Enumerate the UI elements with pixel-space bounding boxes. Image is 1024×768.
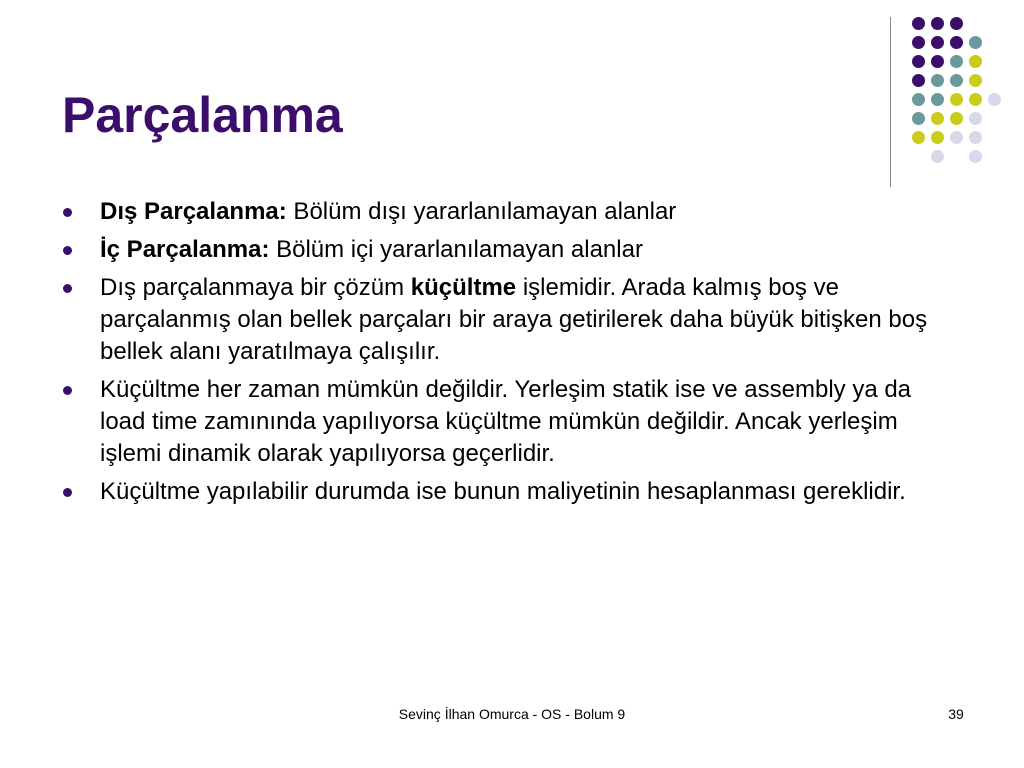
slide-title: Parçalanma — [62, 87, 343, 143]
dot-yellow — [969, 74, 982, 87]
bullet-text — [100, 376, 911, 467]
bullet-item — [62, 196, 942, 228]
bullet-segment: Dış parçalanmaya bir çözüm — [100, 274, 411, 301]
dot-lavender — [931, 150, 944, 163]
dot-yellow — [950, 93, 963, 106]
dot-purple — [931, 17, 944, 30]
bullet-segment: Küçültme yapılabilir durumda ise bunun maliyetinin hesaplanması gereklidir. — [100, 478, 906, 505]
dot-yellow — [931, 131, 944, 144]
bullet-item — [62, 374, 942, 470]
dot-teal — [969, 36, 982, 49]
dot-yellow — [969, 55, 982, 68]
bullet-segment: Bölüm içi yararlanılamayan alanlar — [269, 236, 643, 263]
dot-lavender — [969, 150, 982, 163]
dot-teal — [931, 74, 944, 87]
bullet-segment: Bölüm dışı yararlanılamayan alanlar — [286, 198, 677, 225]
bullet-item — [62, 272, 942, 368]
dot-lavender — [969, 112, 982, 125]
bullet-dot-icon — [63, 208, 72, 217]
dot-purple — [950, 36, 963, 49]
bullet-dot-icon — [63, 488, 72, 497]
bullet-text — [100, 198, 676, 225]
bullet-item — [62, 234, 942, 266]
bullet-segment: işlemidir. Arada kalmış boş ve parçalanmış olan bellek parçaları bir araya getirilerek daha büyük bitişken boş bellek alanı yaratılmaya çalışılır. — [100, 274, 928, 365]
dot-teal — [950, 55, 963, 68]
title-divider-line — [890, 17, 891, 187]
dot-teal — [931, 93, 944, 106]
bullet-text — [100, 478, 906, 505]
bullet-bold-segment: Dış Parçalanma: — [100, 198, 287, 225]
dot-yellow — [969, 93, 982, 106]
dot-yellow — [950, 112, 963, 125]
dot-purple — [931, 55, 944, 68]
dot-yellow — [912, 131, 925, 144]
dot-lavender — [988, 93, 1001, 106]
page-number: 39 — [948, 706, 964, 722]
bullet-dot-icon — [63, 246, 72, 255]
bullet-dot-icon — [63, 284, 72, 293]
dot-teal — [912, 112, 925, 125]
bullet-text — [100, 236, 643, 263]
dot-purple — [912, 74, 925, 87]
dot-purple — [912, 17, 925, 30]
dot-purple — [912, 55, 925, 68]
bullet-bold-segment: küçültme — [410, 274, 517, 301]
dot-purple — [950, 17, 963, 30]
bullet-text — [100, 274, 927, 365]
bullet-list — [62, 196, 942, 514]
bullet-segment: Küçültme her zaman mümkün değildir. Yerleşim statik ise ve assembly ya da load time zamınında yapılıyorsa küçültme mümkün değildir. Ancak yerleşim işlemi dinamik olarak yapılıyorsa geçerlidir. — [100, 376, 912, 467]
dot-teal — [912, 93, 925, 106]
dot-purple — [931, 36, 944, 49]
dot-purple — [912, 36, 925, 49]
bullet-dot-icon — [63, 386, 72, 395]
bullet-item — [62, 476, 942, 508]
dot-yellow — [931, 112, 944, 125]
dot-lavender — [969, 131, 982, 144]
slide-footer: Sevinç İlhan Omurca - OS - Bolum 9 — [398, 706, 626, 722]
dot-lavender — [950, 131, 963, 144]
bullet-bold-segment: İç Parçalanma: — [100, 236, 270, 263]
dot-teal — [950, 74, 963, 87]
